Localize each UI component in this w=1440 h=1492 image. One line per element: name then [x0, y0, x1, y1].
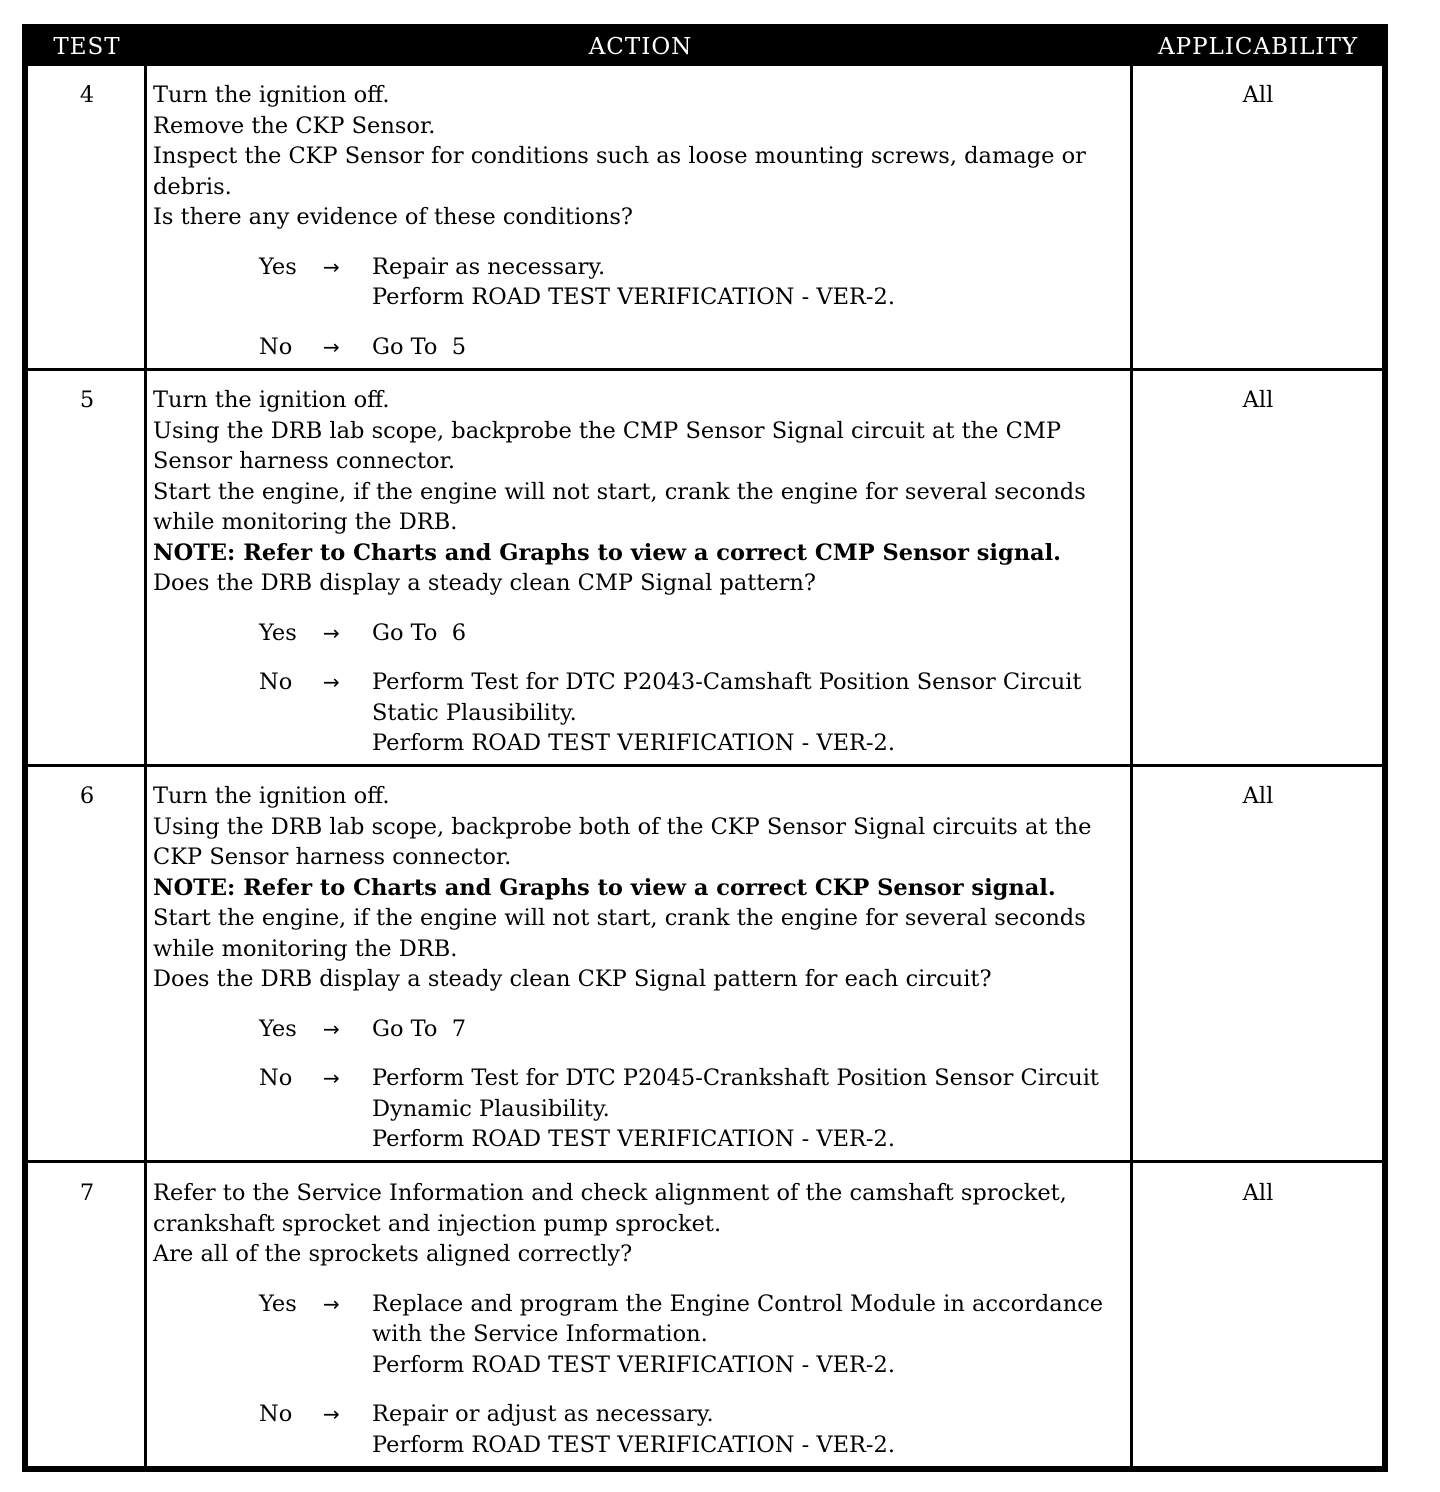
column-divider	[1130, 66, 1133, 1472]
right-arrow-icon: →	[323, 1291, 340, 1316]
action-line: Using the DRB lab scope, backprobe the CMP Sensor Signal circuit at the CMP	[153, 417, 1061, 444]
result-line: Perform Test for DTC P2043-Camshaft Position Sensor Circuit	[372, 669, 1082, 695]
result-line: Perform ROAD TEST VERIFICATION - VER-2.	[372, 1351, 896, 1378]
test-number: 5	[79, 387, 95, 413]
result-line: Repair as necessary.	[372, 253, 606, 280]
result-line: Go To 7	[372, 1015, 467, 1042]
action-line: Start the engine, if the engine will not start, crank the engine for several seconds	[153, 478, 1086, 505]
no-branch	[153, 1063, 1123, 1155]
action-line: Sensor harness connector.	[153, 448, 456, 474]
applicability-value: All	[1242, 387, 1274, 413]
result-line: Go To 6	[372, 619, 467, 646]
right-arrow-icon: →	[323, 620, 340, 645]
table-header	[28, 30, 1382, 66]
result-line: Dynamic Plausibility.	[372, 1095, 610, 1122]
action-line: Does the DRB display a steady clean CKP Signal pattern for each circuit?	[153, 966, 992, 992]
action-line: Is there any evidence of these conditions?	[153, 204, 633, 230]
action-line: CKP Sensor harness connector.	[153, 844, 512, 870]
result-line: Perform ROAD TEST VERIFICATION - VER-2.	[372, 730, 896, 756]
applicability-value: All	[1242, 1180, 1274, 1206]
applicability-value: All	[1242, 783, 1274, 809]
no-branch	[153, 332, 1123, 363]
action-line: crankshaft sprocket and injection pump sprocket.	[153, 1210, 722, 1237]
action-cell	[153, 80, 1123, 362]
no-label: No	[259, 1065, 293, 1091]
column-divider	[144, 66, 147, 1472]
result-line: Perform ROAD TEST VERIFICATION - VER-2.	[372, 284, 896, 310]
no-label: No	[259, 669, 293, 695]
result-line: with the Service Information.	[372, 1321, 708, 1347]
no-branch	[153, 1399, 1123, 1460]
yes-label: Yes	[259, 253, 297, 280]
no-label: No	[259, 333, 293, 360]
yes-branch	[153, 1014, 1123, 1045]
action-line: Start the engine, if the engine will not start, crank the engine for several seconds	[153, 905, 1086, 931]
right-arrow-icon: →	[323, 334, 340, 359]
test-number: 4	[79, 82, 95, 108]
right-arrow-icon: →	[323, 1016, 340, 1041]
yes-branch	[153, 618, 1123, 649]
header-test: TEST	[53, 34, 121, 60]
no-branch	[153, 667, 1123, 759]
yes-label: Yes	[259, 1015, 297, 1042]
row-divider	[28, 764, 1382, 767]
test-number: 7	[79, 1180, 95, 1206]
action-cell	[153, 781, 1123, 1155]
result-line: Perform ROAD TEST VERIFICATION - VER-2.	[372, 1126, 896, 1152]
action-line: Inspect the CKP Sensor for conditions such as loose mounting screws, damage or	[153, 143, 1086, 169]
result-line: Static Plausibility.	[372, 699, 577, 726]
action-cell	[153, 385, 1123, 759]
action-line: Turn the ignition off.	[153, 387, 390, 413]
result-line: Replace and program the Engine Control Module in accordance	[372, 1290, 1104, 1317]
applicability-value: All	[1242, 82, 1274, 108]
action-line: Does the DRB display a steady clean CMP Signal pattern?	[153, 570, 816, 596]
result-line: Repair or adjust as necessary.	[372, 1401, 714, 1427]
test-number: 6	[79, 783, 95, 809]
row-divider	[28, 1160, 1382, 1163]
action-line: while monitoring the DRB.	[153, 935, 458, 962]
action-line: Using the DRB lab scope, backprobe both of the CKP Sensor Signal circuits at the	[153, 813, 1092, 840]
note-line: NOTE: Refer to Charts and Graphs to view a correct CKP Sensor signal.	[153, 874, 1056, 901]
yes-label: Yes	[259, 1290, 297, 1317]
row-divider	[28, 368, 1382, 371]
right-arrow-icon: →	[323, 1066, 340, 1090]
action-line: Refer to the Service Information and check alignment of the camshaft sprocket,	[153, 1180, 1067, 1206]
note-line: NOTE: Refer to Charts and Graphs to view a correct CMP Sensor signal.	[153, 539, 1062, 566]
result-line: Perform Test for DTC P2045-Crankshaft Position Sensor Circuit	[372, 1065, 1099, 1091]
no-label: No	[259, 1401, 293, 1427]
diagnostic-table	[22, 24, 1388, 1472]
action-line: Turn the ignition off.	[153, 82, 390, 108]
result-line: Go To 5	[372, 333, 467, 360]
yes-branch	[153, 1289, 1123, 1381]
right-arrow-icon: →	[323, 254, 340, 279]
result-line: Perform ROAD TEST VERIFICATION - VER-2.	[372, 1431, 896, 1458]
right-arrow-icon: →	[323, 670, 340, 694]
action-line: Are all of the sprockets aligned correctly?	[153, 1241, 633, 1267]
header-action: ACTION	[588, 34, 693, 60]
action-cell	[153, 1178, 1123, 1460]
action-line: while monitoring the DRB.	[153, 509, 458, 535]
right-arrow-icon: →	[323, 1402, 340, 1426]
yes-branch	[153, 252, 1123, 313]
yes-label: Yes	[259, 619, 297, 646]
action-line: Turn the ignition off.	[153, 783, 390, 809]
action-line: debris.	[153, 173, 232, 200]
header-applicability: APPLICABILITY	[1158, 34, 1358, 60]
action-line: Remove the CKP Sensor.	[153, 112, 436, 139]
